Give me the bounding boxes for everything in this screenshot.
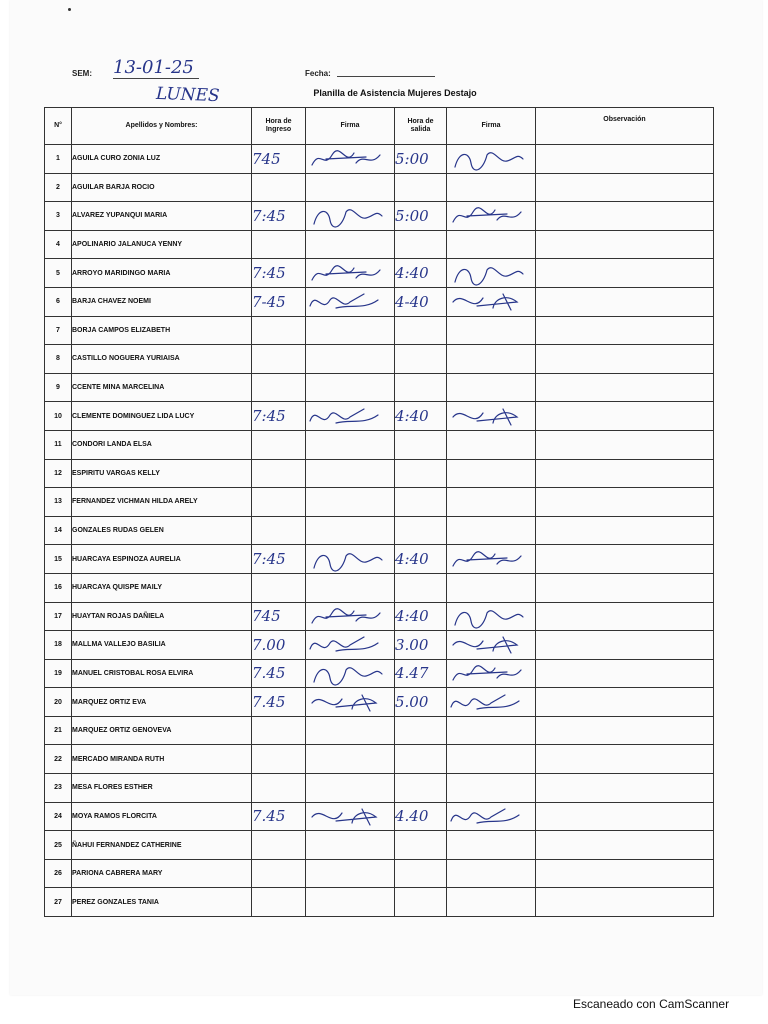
row-signature-out (447, 516, 536, 545)
row-time-in: 7-45 (252, 287, 306, 316)
col-firma-in-header: Firma (306, 108, 395, 145)
row-name: BARJA CHAVEZ NOEMI (72, 287, 252, 316)
signature-stroke (310, 637, 378, 651)
row-signature-out (447, 430, 536, 459)
row-number: 9 (45, 373, 72, 402)
row-signature-out (447, 888, 536, 917)
page-title: Planilla de Asistencia Mujeres Destajo (313, 88, 477, 98)
row-observation (536, 745, 714, 774)
table-row (45, 345, 714, 374)
row-number: 7 (45, 316, 72, 345)
row-signature-in (306, 802, 395, 831)
row-time-out (395, 859, 447, 888)
row-signature-out (447, 402, 536, 431)
row-observation (536, 688, 714, 717)
row-time-out: 4:40 (395, 259, 447, 288)
row-time-in: 7:45 (252, 545, 306, 574)
signature-stroke (455, 611, 523, 628)
row-name: CASTILLO NOGUERA YURIAISA (72, 345, 252, 374)
row-time-out (395, 430, 447, 459)
row-signature-in (306, 545, 395, 574)
row-signature-out (447, 831, 536, 860)
signature-mark (447, 202, 535, 229)
row-observation (536, 516, 714, 545)
row-number: 8 (45, 345, 72, 374)
row-time-out (395, 230, 447, 259)
row-number: 12 (45, 459, 72, 488)
camscanner-footer: Escaneado con CamScanner (573, 997, 730, 1011)
table-row (45, 774, 714, 803)
table-row (45, 831, 714, 860)
row-number: 24 (45, 802, 72, 831)
table-row (45, 545, 714, 574)
row-signature-in (306, 316, 395, 345)
row-signature-out (447, 459, 536, 488)
table-row (45, 716, 714, 745)
row-name: MESA FLORES ESTHER (72, 774, 252, 803)
row-number: 11 (45, 430, 72, 459)
row-time-in: 745 (252, 145, 306, 174)
row-signature-in (306, 688, 395, 717)
row-signature-in (306, 488, 395, 517)
signature-stroke (310, 294, 378, 308)
row-observation (536, 631, 714, 660)
row-number: 19 (45, 659, 72, 688)
row-signature-in (306, 859, 395, 888)
row-signature-in (306, 774, 395, 803)
row-observation (536, 545, 714, 574)
row-time-in (252, 831, 306, 860)
row-signature-in (306, 659, 395, 688)
row-time-out (395, 831, 447, 860)
row-signature-out (447, 631, 536, 660)
signature-stroke (453, 551, 521, 565)
row-number: 15 (45, 545, 72, 574)
row-time-in (252, 745, 306, 774)
signature-mark (306, 803, 394, 830)
row-number: 14 (45, 516, 72, 545)
signature-stroke (310, 409, 378, 423)
row-signature-out (447, 774, 536, 803)
row-number: 13 (45, 488, 72, 517)
table-row (45, 745, 714, 774)
row-number: 5 (45, 259, 72, 288)
row-time-in: 7:45 (252, 202, 306, 231)
row-time-out (395, 716, 447, 745)
row-signature-out (447, 716, 536, 745)
col-in-header (252, 108, 306, 145)
row-observation (536, 888, 714, 917)
row-time-out (395, 316, 447, 345)
signature-mark (447, 546, 535, 573)
row-signature-in (306, 573, 395, 602)
signature-mark (447, 288, 535, 315)
row-name: ARROYO MARIDINGO MARIA (72, 259, 252, 288)
row-signature-out (447, 316, 536, 345)
row-time-in: 7.00 (252, 631, 306, 660)
row-observation (536, 859, 714, 888)
table-row (45, 516, 714, 545)
row-number: 18 (45, 631, 72, 660)
row-signature-out (447, 802, 536, 831)
signature-stroke (312, 265, 380, 279)
signature-stroke (314, 553, 382, 570)
signature-mark (306, 288, 394, 315)
signature-mark (447, 260, 535, 287)
signature-stroke (453, 409, 517, 425)
row-observation (536, 173, 714, 202)
row-time-in (252, 573, 306, 602)
signature-mark (447, 803, 535, 830)
row-observation (536, 287, 714, 316)
table-row (45, 802, 714, 831)
row-name: APOLINARIO JALANUCA YENNY (72, 230, 252, 259)
sem-label: SEM: (72, 69, 92, 78)
row-time-in: 7:45 (252, 402, 306, 431)
signature-stroke (453, 294, 517, 310)
row-observation (536, 459, 714, 488)
scan-speck (68, 8, 71, 11)
row-time-out (395, 745, 447, 774)
signature-stroke (453, 208, 521, 222)
row-name: MOYA RAMOS FLORCITA (72, 802, 252, 831)
signature-mark (447, 603, 535, 630)
signature-stroke (453, 637, 517, 653)
row-name: MALLMA VALLEJO BASILIA (72, 631, 252, 660)
row-name: CCENTE MINA MARCELINA (72, 373, 252, 402)
row-time-in: 7.45 (252, 659, 306, 688)
row-signature-in (306, 373, 395, 402)
signature-stroke (312, 809, 376, 825)
row-time-in: 7.45 (252, 802, 306, 831)
row-time-out (395, 774, 447, 803)
row-name: AGUILA CURO ZONIA LUZ (72, 145, 252, 174)
row-time-in (252, 316, 306, 345)
col-firma-out-header: Firma (447, 108, 536, 145)
row-signature-out (447, 602, 536, 631)
signature-mark (306, 260, 394, 287)
row-time-out: 4.40 (395, 802, 447, 831)
row-time-in (252, 774, 306, 803)
row-number: 3 (45, 202, 72, 231)
row-observation (536, 402, 714, 431)
row-observation (536, 573, 714, 602)
row-time-out: 4:40 (395, 402, 447, 431)
row-time-out (395, 488, 447, 517)
row-name: BORJA CAMPOS ELIZABETH (72, 316, 252, 345)
row-name: FERNANDEZ VICHMAN HILDA ARELY (72, 488, 252, 517)
signature-stroke (455, 153, 523, 170)
row-time-out: 5:00 (395, 202, 447, 231)
row-signature-out (447, 230, 536, 259)
signature-stroke (453, 666, 521, 680)
table-row (45, 430, 714, 459)
signature-mark (306, 202, 394, 229)
row-observation (536, 488, 714, 517)
col-num-header: N° (45, 108, 72, 145)
row-observation (536, 145, 714, 174)
row-name: HUARCAYA QUISPE MAILY (72, 573, 252, 602)
fecha-blank-line (337, 76, 435, 77)
row-signature-out (447, 373, 536, 402)
row-signature-out (447, 173, 536, 202)
row-observation (536, 774, 714, 803)
row-name: AGUILAR BARJA ROCIO (72, 173, 252, 202)
table-row (45, 659, 714, 688)
row-number: 17 (45, 602, 72, 631)
row-time-in (252, 173, 306, 202)
signature-mark (447, 689, 535, 716)
signature-stroke (314, 210, 382, 227)
row-time-out (395, 459, 447, 488)
row-signature-out (447, 287, 536, 316)
fecha-label: Fecha: (305, 69, 331, 78)
row-number: 23 (45, 774, 72, 803)
row-observation (536, 716, 714, 745)
signature-stroke (451, 809, 519, 823)
table-row (45, 145, 714, 174)
row-signature-in (306, 516, 395, 545)
row-time-out (395, 345, 447, 374)
row-time-out (395, 573, 447, 602)
row-time-in (252, 888, 306, 917)
col-name-header: Apellidos y Nombres: (72, 108, 252, 145)
row-number: 20 (45, 688, 72, 717)
signature-mark (306, 631, 394, 658)
row-signature-in (306, 430, 395, 459)
row-number: 26 (45, 859, 72, 888)
row-time-out: 3.00 (395, 631, 447, 660)
row-time-out (395, 888, 447, 917)
row-time-in: 7.45 (252, 688, 306, 717)
signature-stroke (312, 151, 380, 165)
table-row (45, 287, 714, 316)
row-number: 22 (45, 745, 72, 774)
row-observation (536, 316, 714, 345)
row-observation (536, 831, 714, 860)
row-time-out: 4-40 (395, 287, 447, 316)
table-row (45, 173, 714, 202)
row-observation (536, 345, 714, 374)
col-out-header-line2: salida (410, 126, 431, 133)
row-signature-in (306, 631, 395, 660)
row-name: ESPIRITU VARGAS KELLY (72, 459, 252, 488)
row-name: HUARCAYA ESPINOZA AURELIA (72, 545, 252, 574)
signature-mark (306, 145, 394, 172)
row-name: HUAYTAN ROJAS DAÑIELA (72, 602, 252, 631)
table-row (45, 888, 714, 917)
header-row (45, 108, 714, 145)
row-number: 16 (45, 573, 72, 602)
col-in-header-line1: Hora de (265, 118, 292, 125)
table-row (45, 202, 714, 231)
row-time-in (252, 859, 306, 888)
row-time-in (252, 716, 306, 745)
row-name: MARQUEZ ORTIZ EVA (72, 688, 252, 717)
table-row (45, 373, 714, 402)
row-time-in (252, 516, 306, 545)
row-signature-in (306, 173, 395, 202)
row-name: GONZALES RUDAS GELEN (72, 516, 252, 545)
signature-mark (306, 660, 394, 687)
row-observation (536, 802, 714, 831)
row-time-out: 5.00 (395, 688, 447, 717)
row-signature-out (447, 145, 536, 174)
table-row (45, 631, 714, 660)
row-signature-out (447, 659, 536, 688)
row-time-in: 745 (252, 602, 306, 631)
row-name: MARQUEZ ORTIZ GENOVEVA (72, 716, 252, 745)
row-time-in: 7:45 (252, 259, 306, 288)
row-observation (536, 230, 714, 259)
row-number: 4 (45, 230, 72, 259)
row-observation (536, 259, 714, 288)
row-signature-in (306, 402, 395, 431)
row-number: 10 (45, 402, 72, 431)
row-observation (536, 602, 714, 631)
col-out-header (395, 108, 447, 145)
attendance-table (44, 107, 714, 917)
row-number: 6 (45, 287, 72, 316)
signature-mark (306, 603, 394, 630)
row-number: 1 (45, 145, 72, 174)
row-number: 2 (45, 173, 72, 202)
row-time-out: 5:00 (395, 145, 447, 174)
signature-stroke (455, 267, 523, 284)
row-name: CONDORI LANDA ELSA (72, 430, 252, 459)
row-observation (536, 430, 714, 459)
table-row (45, 488, 714, 517)
row-name: MANUEL CRISTOBAL ROSA ELVIRA (72, 659, 252, 688)
row-signature-out (447, 688, 536, 717)
row-signature-in (306, 459, 395, 488)
row-signature-out (447, 859, 536, 888)
signature-stroke (451, 695, 519, 709)
row-signature-in (306, 230, 395, 259)
signature-stroke (314, 668, 382, 685)
row-number: 21 (45, 716, 72, 745)
table-row (45, 602, 714, 631)
signature-mark (306, 403, 394, 430)
row-time-in (252, 488, 306, 517)
row-name: ÑAHUI FERNANDEZ CATHERINE (72, 831, 252, 860)
row-signature-in (306, 888, 395, 917)
signature-mark (306, 689, 394, 716)
row-observation (536, 373, 714, 402)
row-signature-in (306, 716, 395, 745)
row-signature-in (306, 259, 395, 288)
row-number: 27 (45, 888, 72, 917)
row-signature-in (306, 745, 395, 774)
row-signature-out (447, 745, 536, 774)
row-name: MERCADO MIRANDA RUTH (72, 745, 252, 774)
row-name: PARIONA CABRERA MARY (72, 859, 252, 888)
row-signature-in (306, 287, 395, 316)
signature-stroke (312, 609, 380, 623)
table-row (45, 688, 714, 717)
table-row (45, 402, 714, 431)
row-time-out: 4:40 (395, 545, 447, 574)
row-signature-in (306, 602, 395, 631)
row-name: CLEMENTE DOMINGUEZ LIDA LUCY (72, 402, 252, 431)
table-body (45, 145, 714, 917)
row-signature-out (447, 545, 536, 574)
row-signature-out (447, 202, 536, 231)
row-signature-out (447, 488, 536, 517)
table-row (45, 316, 714, 345)
row-time-out (395, 173, 447, 202)
signature-mark (447, 145, 535, 172)
row-number: 25 (45, 831, 72, 860)
signature-mark (447, 631, 535, 658)
row-signature-out (447, 259, 536, 288)
row-time-out (395, 373, 447, 402)
table-row (45, 459, 714, 488)
row-time-out: 4:40 (395, 602, 447, 631)
signature-mark (306, 546, 394, 573)
table-row (45, 859, 714, 888)
row-time-in (252, 459, 306, 488)
table-row (45, 573, 714, 602)
row-time-in (252, 345, 306, 374)
row-signature-in (306, 145, 395, 174)
row-time-out: 4.47 (395, 659, 447, 688)
col-obs-header: Observación (536, 108, 714, 145)
row-observation (536, 202, 714, 231)
row-time-out (395, 516, 447, 545)
table-row (45, 230, 714, 259)
signature-mark (447, 403, 535, 430)
col-out-header-line1: Hora de (407, 118, 434, 125)
row-signature-out (447, 573, 536, 602)
row-name: ALVAREZ YUPANQUI MARIA (72, 202, 252, 231)
signature-stroke (312, 695, 376, 711)
row-name: PEREZ GONZALES TANIA (72, 888, 252, 917)
signature-mark (447, 660, 535, 687)
row-observation (536, 659, 714, 688)
sem-value: 13-01-25 (113, 57, 199, 79)
row-time-in (252, 430, 306, 459)
row-signature-in (306, 202, 395, 231)
day-value: LUNES (155, 83, 220, 107)
row-signature-out (447, 345, 536, 374)
row-time-in (252, 230, 306, 259)
row-signature-in (306, 831, 395, 860)
col-in-header-line2: Ingreso (265, 126, 292, 133)
row-time-in (252, 373, 306, 402)
table-row (45, 259, 714, 288)
row-signature-in (306, 345, 395, 374)
